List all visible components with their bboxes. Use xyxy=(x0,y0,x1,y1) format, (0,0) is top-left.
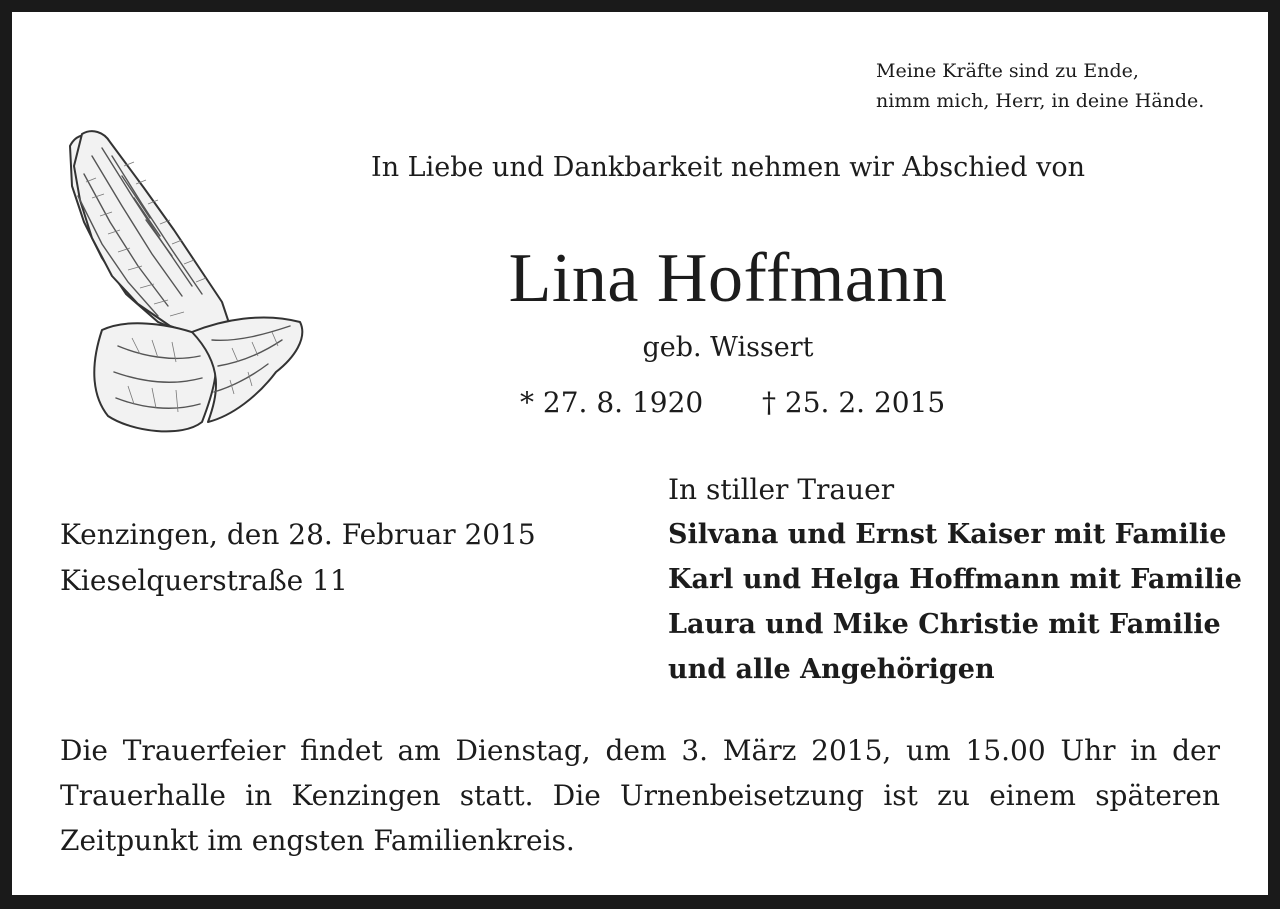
place-and-date xyxy=(60,512,536,604)
mourners-heading: In stiller Trauer xyxy=(668,473,895,506)
mourner-family: Karl und Helga Hoffmann mit Familie xyxy=(668,564,1242,595)
date-line: Kenzingen, den 28. Februar 2015 xyxy=(60,518,536,551)
mourners-block xyxy=(668,467,1242,692)
motto-line-1: Meine Kräfte sind zu Ende, xyxy=(876,60,1139,82)
motto-verse xyxy=(876,56,1204,116)
birth-date: * 27. 8. 1920 xyxy=(520,386,704,419)
death-notice xyxy=(12,12,1268,895)
address-line: Kieselquerstraße 11 xyxy=(60,564,348,597)
mourner-family: Silvana und Ernst Kaiser mit Familie xyxy=(668,519,1227,550)
death-date: † 25. 2. 2015 xyxy=(762,386,946,419)
motto-line-2: nimm mich, Herr, in deine Hände. xyxy=(876,90,1205,112)
deceased-name: Lina Hoffmann xyxy=(508,240,948,317)
mourner-family: Laura und Mike Christie mit Familie xyxy=(668,609,1221,640)
mourner-family: und alle Angehörigen xyxy=(668,654,995,685)
intro-line: In Liebe und Dankbarkeit nehmen wir Abschied von xyxy=(371,152,1085,183)
service-announcement: Die Trauerfeier findet am Dienstag, dem 3. März 2015, um 15.00 Uhr in der Trauerhalle in Kenzingen statt. Die Urnenbeisetzung ist zu einem späteren Zeitpunkt im engsten Familienkreis. xyxy=(60,734,1220,857)
birth-name: geb. Wissert xyxy=(642,332,814,363)
